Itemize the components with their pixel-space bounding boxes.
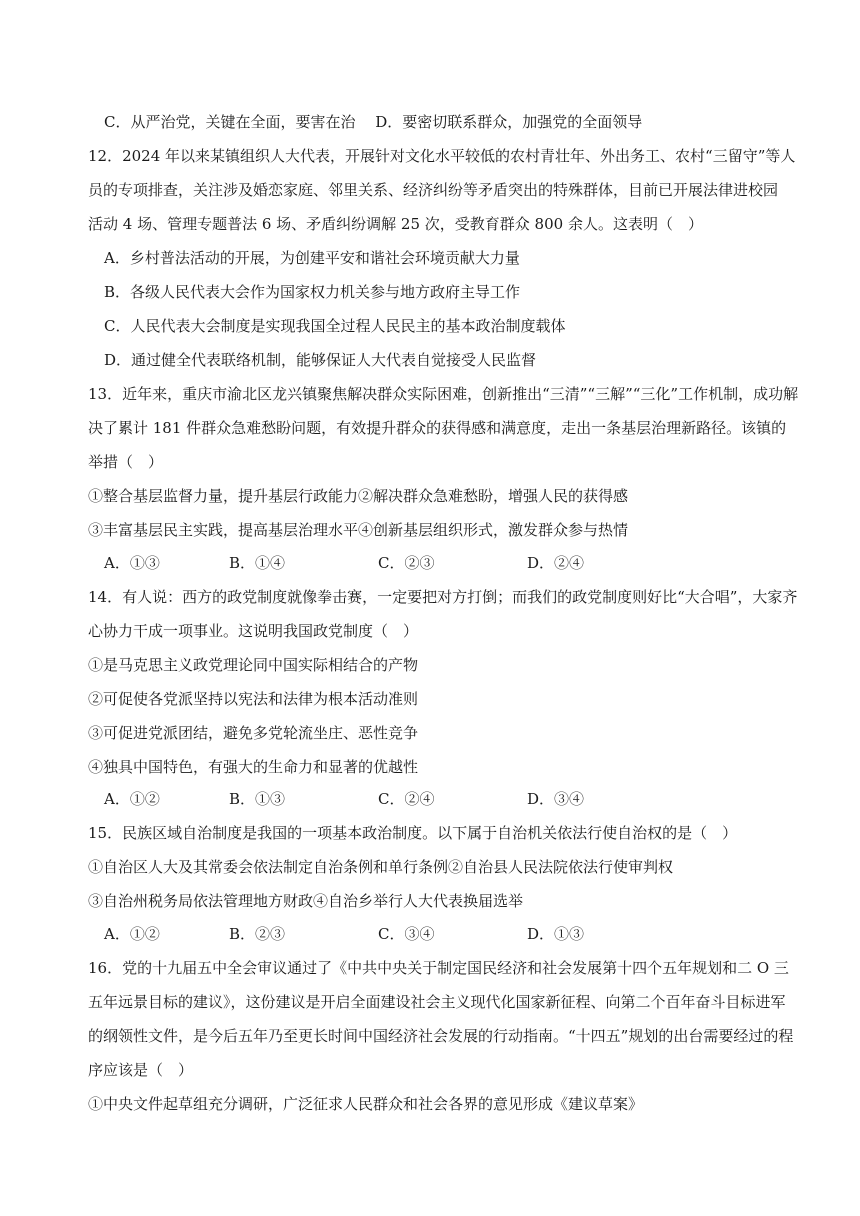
question-15-statements: ①自治区人大及其常委会依法制定自治条例和单行条例②自治县人民法院依法行使审判权 (88, 858, 674, 876)
question-14-statement-4: ④独具中国特色，有强大的生命力和显著的优越性 (88, 758, 419, 776)
question-16-stem-cont: 五年远景目标的建议》，这份建议是开启全面建设社会主义现代化国家新征程、向第二个百年奋斗目标进军 (88, 993, 786, 1011)
option-d: D．①③ (527, 925, 585, 943)
question-15-statements: ③自治州税务局依法管理地方财政④自治乡举行人大代表换届选举 (88, 892, 524, 910)
question-13-stem-cont: 决了累计 181 件群众急难愁盼问题，有效提升群众的获得感和满意度，走出一条基层治理新路径。该镇的 (88, 419, 787, 437)
question-12-option-c: C．人民代表大会制度是实现我国全过程人民民主的基本政治制度载体 (104, 317, 566, 335)
option-d: D．③④ (527, 790, 585, 808)
question-13-statements: ①整合基层监督力量，提升基层行政能力②解决群众急难愁盼，增强人民的获得感 (88, 487, 629, 505)
question-16-statement-1: ①中央文件起草组充分调研，广泛征求人民群众和社会各界的意见形成《建议草案》 (88, 1095, 644, 1113)
question-13-statements: ③丰富基层民主实践，提高基层治理水平④创新基层组织形式，激发群众参与热情 (88, 521, 629, 539)
question-12-option-a: A．乡村普法活动的开展，为创建平安和谐社会环境贡献大力量 (104, 249, 520, 267)
q11-option-line: C．从严治党，关键在全面，要害在治 D．要密切联系群众，加强党的全面领导 (104, 113, 643, 131)
option-a: A．①③ (104, 554, 160, 572)
option-a: A．①② (104, 790, 160, 808)
question-14-statement-3: ③可促进党派团结，避免多党轮流坐庄、恶性竞争 (88, 724, 419, 742)
question-15-stem: 15．民族区域自治制度是我国的一项基本政治制度。以下属于自治机关依法行使自治权的是（ ） (88, 824, 738, 842)
question-12-option-b: B．各级人民代表大会作为国家权力机关参与地方政府主导工作 (104, 283, 521, 301)
question-12-stem-cont: 活动 4 场、管理专题普法 6 场、矛盾纠纷调解 25 次，受教育群众 800 余人。这表明（ ） (88, 215, 703, 233)
option-c: C．②③ (378, 554, 435, 572)
option-c: C．②④ (378, 790, 435, 808)
question-13-stem: 13．近年来，重庆市渝北区龙兴镇聚焦解决群众实际困难，创新推出“三清”“三解”“三化”工作机制，成功解 (88, 385, 799, 403)
question-16-stem: 16．党的十九届五中全会审议通过了《中共中央关于制定国民经济和社会发展第十四个五年规划和二 O 三 (88, 959, 789, 977)
question-14-options (0, 789, 860, 809)
question-14-statement-2: ②可促使各党派坚持以宪法和法律为根本活动准则 (88, 690, 419, 708)
option-a: A．①② (104, 925, 160, 943)
question-14-stem: 14．有人说：西方的政党制度就像拳击赛，一定要把对方打倒；而我们的政党制度则好比“大合唱”，大家齐 (88, 588, 798, 606)
question-13-options (0, 553, 860, 573)
option-b: B．②③ (229, 925, 286, 943)
question-16-stem-cont: 序应该是（ ） (88, 1061, 194, 1079)
question-13-stem-cont: 举措（ ） (88, 453, 164, 471)
question-16-stem-cont: 的纲领性文件，是今后五年乃至更长时间中国经济社会发展的行动指南。“十四五”规划的出台需要经过的程 (88, 1027, 794, 1045)
option-b: B．①③ (229, 790, 286, 808)
option-d: D．②④ (527, 554, 585, 572)
question-15-options (0, 924, 860, 944)
question-14-statement-1: ①是马克思主义政党理论同中国实际相结合的产物 (88, 656, 419, 674)
question-12-option-d: D．通过健全代表联络机制，能够保证人大代表自觉接受人民监督 (104, 351, 537, 369)
option-b: B．①④ (229, 554, 286, 572)
question-14-stem-cont: 心协力干成一项事业。这说明我国政党制度（ ） (88, 622, 419, 640)
option-c: C．③④ (378, 925, 435, 943)
question-12-stem: 12．2024 年以来某镇组织人大代表，开展针对文化水平较低的农村青壮年、外出务工、农村“三留守”等人 (88, 147, 796, 165)
question-12-stem-cont: 员的专项排查，关注涉及婚恋家庭、邻里关系、经济纠纷等矛盾突出的特殊群体，目前已开展法律进校园 (88, 181, 779, 199)
